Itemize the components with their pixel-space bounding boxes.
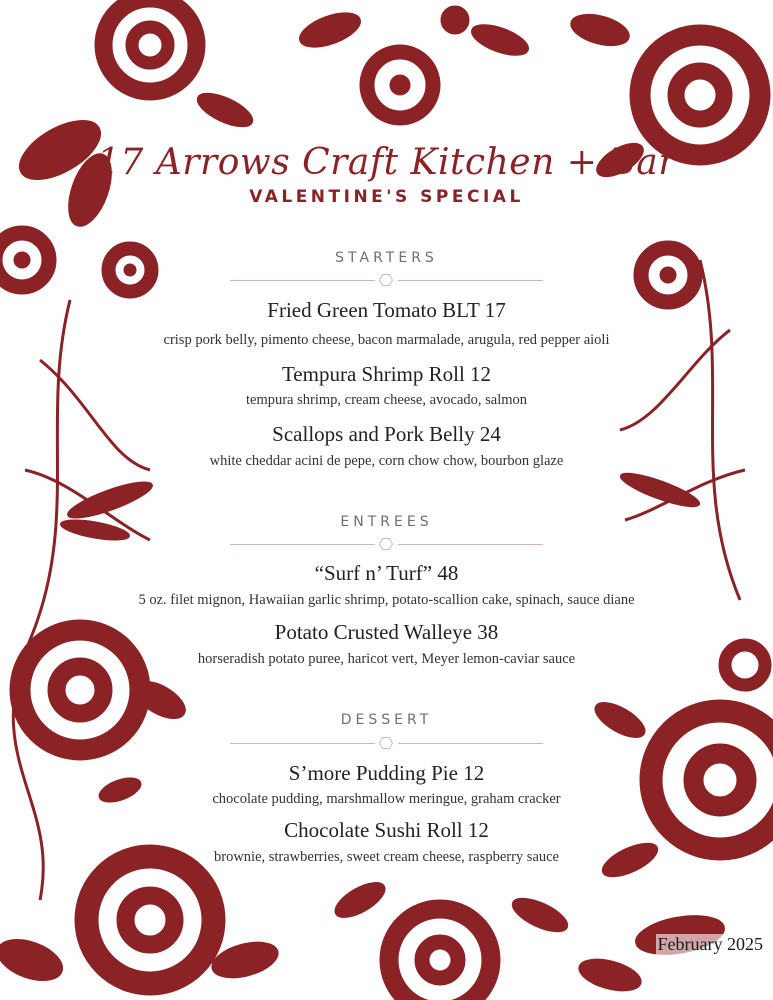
menu-item-name: S’more Pudding Pie 12 xyxy=(288,761,485,785)
section-heading-entrees: ENTREES xyxy=(340,514,433,530)
menu-date: February 2025 xyxy=(657,934,763,954)
menu-item-description: white cheddar acini de pepe, corn chow chow, bourbon glaze xyxy=(209,453,564,469)
menu-item-name: Fried Green Tomato BLT 17 xyxy=(267,298,506,322)
menu-item-description: horseradish potato puree, haricot vert, Meyer lemon-caviar sauce xyxy=(197,651,576,667)
menu-item-description: tempura shrimp, cream cheese, avocado, salmon xyxy=(245,392,528,408)
menu-item-description: chocolate pudding, marshmallow meringue, graham cracker xyxy=(212,791,561,807)
menu-subtitle: VALENTINE'S SPECIAL xyxy=(249,187,524,207)
menu-item-description: 5 oz. filet mignon, Hawaiian garlic shrimp, potato-scallion cake, spinach, sauce diane xyxy=(138,592,635,608)
menu-item-name: Tempura Shrimp Roll 12 xyxy=(281,362,492,386)
menu-item-name: “Surf n’ Turf” 48 xyxy=(314,561,459,585)
menu-item-name: Scallops and Pork Belly 24 xyxy=(272,422,501,446)
section-heading-dessert: DESSERT xyxy=(340,712,433,728)
menu-item-description: brownie, strawberries, sweet cream cheese, raspberry sauce xyxy=(213,849,559,865)
menu-item-name: Potato Crusted Walleye 38 xyxy=(274,620,499,644)
menu-item-description: crisp pork belly, pimento cheese, bacon marmalade, arugula, red pepper aioli xyxy=(163,332,610,348)
section-divider xyxy=(230,737,543,749)
menu-item-name: Chocolate Sushi Roll 12 xyxy=(284,818,489,842)
section-divider xyxy=(230,538,543,550)
section-heading-starters: STARTERS xyxy=(335,250,438,266)
hexagon-ornament-icon xyxy=(379,538,393,550)
restaurant-title: 17 Arrows Craft Kitchen + Bar xyxy=(97,142,676,183)
section-divider xyxy=(230,274,543,286)
hexagon-ornament-icon xyxy=(379,737,393,749)
hexagon-ornament-icon xyxy=(379,274,393,286)
